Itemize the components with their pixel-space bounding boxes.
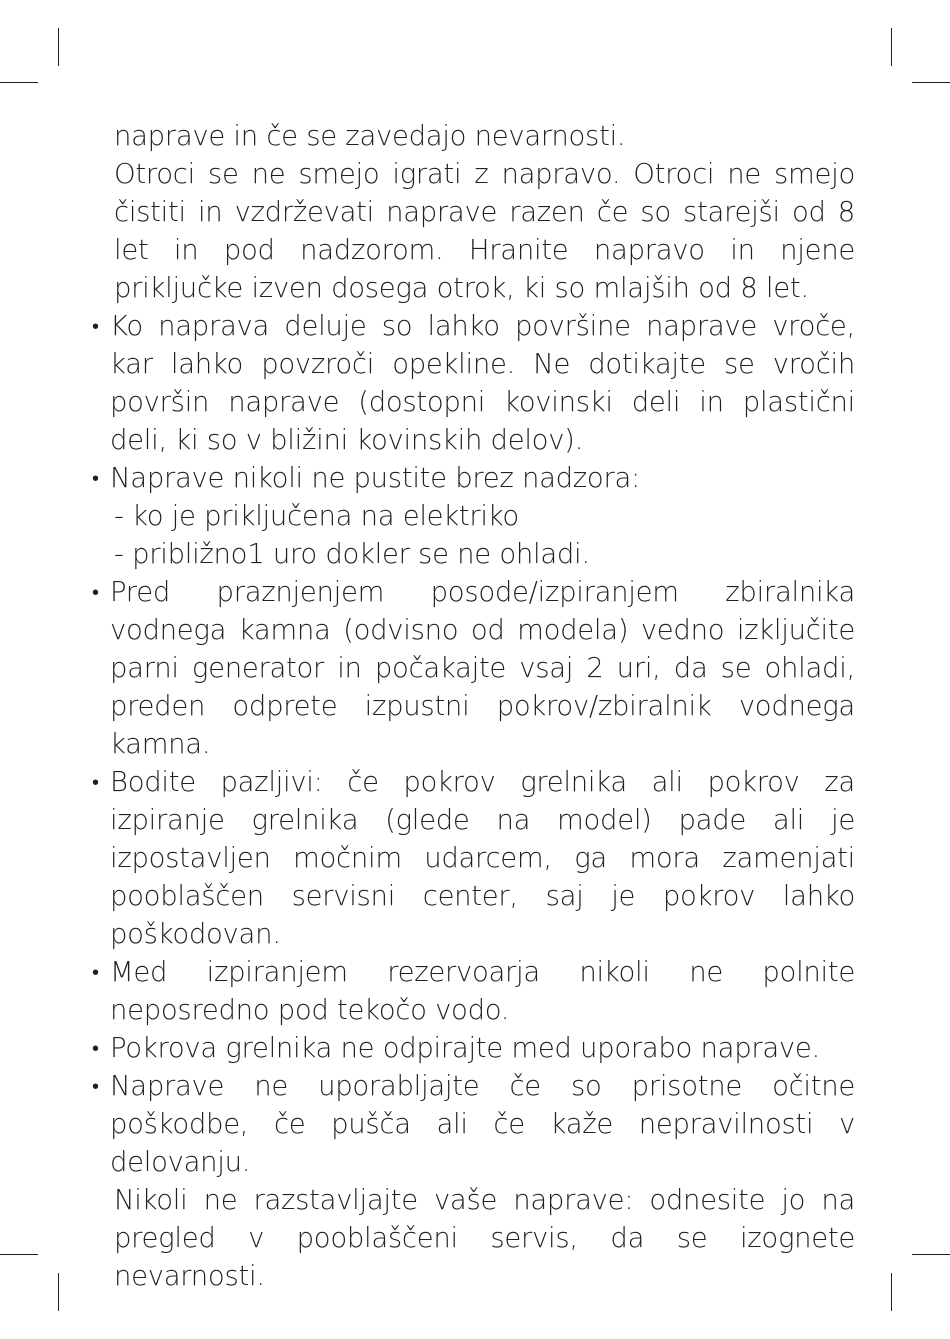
list-item-heater-cover xyxy=(90,763,855,953)
list-item-text: Pred praznjenjem posode/izpiranjem zbiralnika vodnega kamna (odvisno od modela) vedno izključite parni generator in počakajte vsaj 2 uri, da se ohladi, preden odprete izpustni pokrov/zbiralnik vodnega kamna. xyxy=(110,576,855,760)
safety-instructions xyxy=(90,117,855,1295)
list-item-damage xyxy=(90,1067,855,1181)
bullet-icon: • xyxy=(92,580,99,604)
bullet-icon: • xyxy=(92,770,99,794)
crop-mark-bottom-left-horizontal xyxy=(0,1254,38,1255)
bullet-icon: • xyxy=(92,1074,99,1098)
list-item-text: Pokrova grelnika ne odpirajte med uporabo naprave. xyxy=(110,1032,820,1064)
list-item-emptying xyxy=(90,573,855,763)
crop-mark-top-left-horizontal xyxy=(0,82,38,83)
continued-paragraph-service: Nikoli ne razstavljajte vaše naprave: odnesite jo na pregled v pooblaščeni servis, da se izognete nevarnosti. xyxy=(114,1184,855,1292)
list-item-text: Naprave ne uporabljajte če so prisotne očitne poškodbe, če pušča ali če kaže nepravilnosti v delovanju. xyxy=(110,1070,855,1178)
bullet-icon: • xyxy=(92,466,99,490)
crop-mark-top-right-horizontal xyxy=(912,82,950,83)
list-item-text: Med izpiranjem rezervoarja nikoli ne polnite neposredno pod tekočo vodo. xyxy=(110,956,855,1026)
list-item-text: Ko naprava deluje so lahko površine naprave vroče, kar lahko povzroči opekline. Ne dotikajte se vročih površin naprave (dostopni kovinski deli in plastični deli, ki so v bližini kovinskih delov). xyxy=(110,310,855,456)
crop-mark-top-right-vertical xyxy=(891,28,892,66)
list-item-text: Naprave nikoli ne pustite brez nadzora: xyxy=(110,462,640,494)
bullet-icon: • xyxy=(92,960,99,984)
list-item-hot-surfaces xyxy=(90,307,855,459)
bullet-icon: • xyxy=(92,314,99,338)
crop-mark-bottom-right-vertical xyxy=(891,1273,892,1311)
crop-mark-bottom-left-vertical xyxy=(58,1273,59,1311)
list-item-text: Bodite pazljivi: če pokrov grelnika ali pokrov za izpiranje grelnika (glede na model) pade ali je izpostavljen močnim udarcem, ga mora zamenjati pooblaščen servisni center, saj je pokrov lahko poškodovan. xyxy=(110,766,855,950)
bullet-icon: • xyxy=(92,1036,99,1060)
crop-mark-top-left-vertical xyxy=(58,28,59,66)
list-item-rinsing xyxy=(90,953,855,1029)
intro-line: naprave in če se zavedajo nevarnosti. xyxy=(114,120,626,152)
intro-paragraph-children: Otroci se ne smejo igrati z napravo. Otroci ne smejo čistiti in vzdrževati naprave razen če so starejši od 8 let in pod nadzorom. Hranite napravo in njene priključke izven dosega otrok, ki so mlajših od 8 let. xyxy=(114,158,855,304)
list-item-heater-opening xyxy=(90,1029,855,1067)
crop-mark-bottom-right-horizontal xyxy=(912,1254,950,1255)
sub-item-connected: - ko je priključena na elektriko xyxy=(114,500,519,532)
sub-item-cooling: - približno1 uro dokler se ne ohladi. xyxy=(114,538,590,570)
list-item-supervision xyxy=(90,459,855,497)
